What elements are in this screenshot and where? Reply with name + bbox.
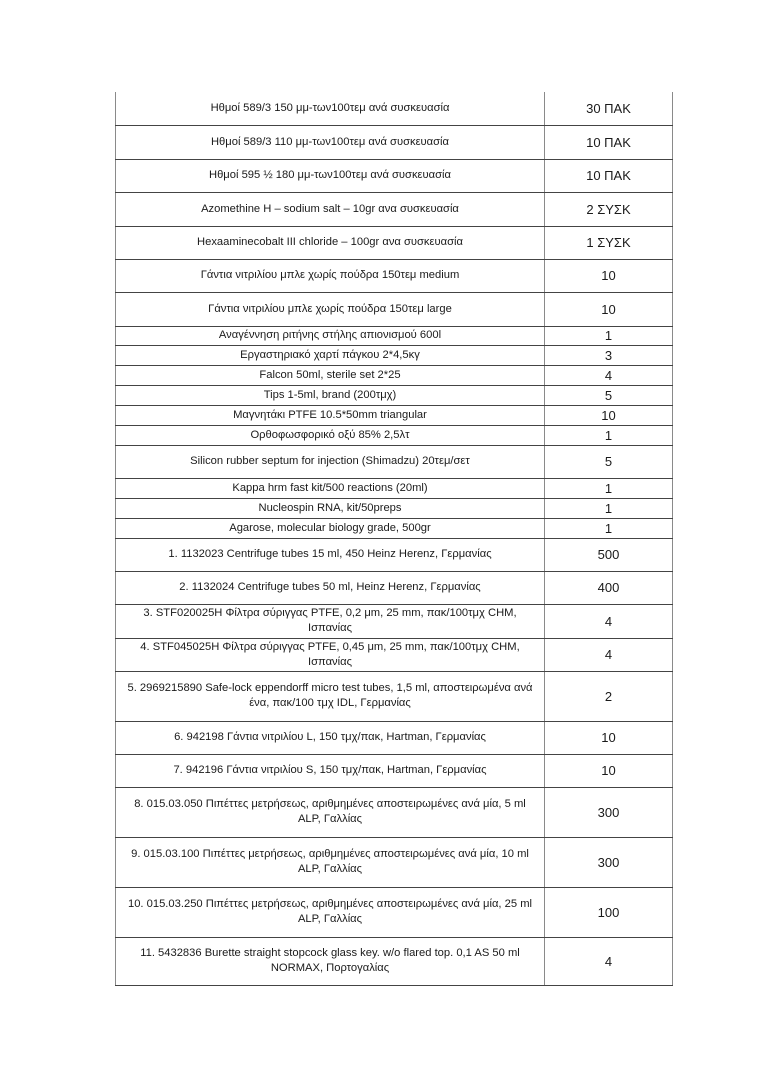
- item-quantity-cell: [545, 425, 673, 445]
- table-row: [116, 571, 673, 604]
- item-description-cell: [116, 754, 545, 787]
- item-description-cell: [116, 425, 545, 445]
- item-description-cell: [116, 192, 545, 226]
- item-quantity: 10: [601, 407, 616, 423]
- table-row: [116, 292, 673, 326]
- item-description: Ηθμοί 589/3 110 μμ-των100τεμ ανά συσκευασία: [210, 135, 450, 148]
- table-row: [116, 671, 673, 721]
- item-description: 11. 5432836 Burette straight stopcock glass key. w/o flared top. 0,1 AS 50 ml NORMAX, Πορτογαλίας: [140, 947, 520, 974]
- table-row: [116, 192, 673, 226]
- item-description-cell: [116, 159, 545, 192]
- table-row: [116, 365, 673, 385]
- item-quantity: 10: [601, 763, 616, 778]
- item-quantity-cell: [545, 604, 673, 638]
- item-quantity-cell: [545, 638, 673, 671]
- item-quantity-cell: [545, 445, 673, 478]
- item-description-cell: [116, 478, 545, 498]
- items-table-body: [116, 92, 673, 985]
- item-quantity: 4: [604, 613, 613, 629]
- item-quantity: 5: [604, 387, 613, 403]
- item-quantity-cell: [545, 571, 673, 604]
- item-description: Μαγνητάκι PTFE 10.5*50mm triangular: [233, 408, 427, 421]
- table-row: [116, 787, 673, 837]
- item-quantity: 400: [597, 580, 620, 595]
- table-row: [116, 638, 673, 671]
- item-quantity: 300: [597, 854, 620, 870]
- item-quantity-cell: [545, 405, 673, 425]
- item-description: Εργαστηριακό χαρτί πάγκου 2*4,5κγ: [240, 348, 420, 361]
- item-description-cell: [116, 326, 545, 345]
- item-description: Nucleospin RNA, kit/50preps: [258, 501, 402, 514]
- item-quantity: 3: [604, 347, 613, 363]
- item-quantity-cell: [545, 385, 673, 405]
- item-description: 10. 015.03.250 Πιπέττες μετρήσεως, αριθμημένες αποστειρωμένες ανά μία, 25 ml ALP, Γαλλίας: [127, 898, 533, 925]
- table-row: [116, 837, 673, 887]
- item-description-cell: [116, 125, 545, 159]
- item-description-cell: [116, 571, 545, 604]
- item-quantity-cell: [545, 226, 673, 259]
- item-quantity: 1: [604, 480, 613, 496]
- table-row: [116, 538, 673, 571]
- item-description: Falcon 50ml, sterile set 2*25: [259, 368, 401, 381]
- item-quantity: 10: [601, 301, 616, 317]
- item-description: 9. 015.03.100 Πιπέττες μετρήσεως, αριθμημένες αποστειρωμένες ανά μία, 10 ml ALP, Γαλλίας: [131, 848, 529, 875]
- table-row: [116, 721, 673, 754]
- item-quantity: 1: [604, 427, 613, 443]
- item-description: Γάντια νιτριλίου μπλε χωρίς πούδρα 150τεμ medium: [200, 269, 460, 281]
- item-quantity: 4: [604, 647, 613, 662]
- item-quantity-cell: [545, 192, 673, 226]
- table-row: [116, 425, 673, 445]
- item-description-cell: [116, 887, 545, 937]
- item-quantity-cell: [545, 345, 673, 365]
- table-row: [116, 259, 673, 292]
- item-description: Agarose, molecular biology grade, 500gr: [229, 521, 431, 534]
- item-description: 5. 2969215890 Safe-lock eppendorff micro test tubes, 1,5 ml, αποστειρωμένα ανά ένα, πακ/100 τμχ IDL, Γερμανίας: [127, 682, 533, 709]
- table-row: [116, 478, 673, 498]
- item-quantity: 1: [604, 328, 613, 343]
- item-description: Γάντια νιτριλίου μπλε χωρίς πούδρα 150τεμ large: [208, 302, 452, 315]
- item-description-cell: [116, 787, 545, 837]
- item-quantity: 30 ΠΑΚ: [586, 100, 631, 116]
- item-quantity-cell: [545, 365, 673, 385]
- table-row: [116, 345, 673, 365]
- item-description: 1. 1132023 Centrifuge tubes 15 ml, 450 Heinz Herenz, Γερμανίας: [168, 548, 492, 560]
- item-description-cell: [116, 405, 545, 425]
- item-quantity: 1 ΣΥΣΚ: [586, 235, 631, 250]
- item-quantity: 4: [604, 953, 613, 969]
- item-description-cell: [116, 538, 545, 571]
- item-quantity: 500: [597, 547, 620, 562]
- item-quantity-cell: [545, 538, 673, 571]
- item-quantity-cell: [545, 837, 673, 887]
- table-row: [116, 92, 673, 125]
- item-description-cell: [116, 937, 545, 985]
- table-row: [116, 326, 673, 345]
- table-row: [116, 226, 673, 259]
- item-quantity-cell: [545, 478, 673, 498]
- item-quantity: 10: [601, 730, 616, 745]
- item-quantity-cell: [545, 671, 673, 721]
- item-quantity: 2 ΣΥΣΚ: [586, 201, 631, 217]
- item-description: 6. 942198 Γάντια νιτριλίου L, 150 τμχ/πακ, Hartman, Γερμανίας: [174, 731, 486, 743]
- item-description: Kappa hrm fast kit/500 reactions (20ml): [232, 481, 428, 494]
- item-description-cell: [116, 721, 545, 754]
- item-quantity: 2: [604, 688, 613, 704]
- item-description: Silicon rubber septum for injection (Shimadzu) 20τεμ/σετ: [190, 455, 470, 467]
- item-description-cell: [116, 226, 545, 259]
- item-quantity: 10 ΠΑΚ: [586, 134, 631, 150]
- item-quantity-cell: [545, 159, 673, 192]
- table-row: [116, 125, 673, 159]
- item-description: 3. STF020025H Φίλτρα σύριγγας PTFE, 0,2 μm, 25 mm, πακ/100τμχ CHM, Ισπανίας: [143, 607, 517, 634]
- item-description-cell: [116, 365, 545, 385]
- table-row: [116, 604, 673, 638]
- table-row: [116, 937, 673, 985]
- item-description: Ορθοφωσφορικό οξύ 85% 2,5λτ: [250, 428, 410, 441]
- item-description-cell: [116, 837, 545, 887]
- item-quantity-cell: [545, 754, 673, 787]
- item-description-cell: [116, 604, 545, 638]
- item-quantity: 100: [597, 904, 620, 920]
- item-quantity: 1: [604, 520, 613, 536]
- item-description: Αναγέννηση ριτήνης στήλης απιονισμού 600l: [218, 329, 442, 341]
- table-row: [116, 498, 673, 518]
- item-description: 2. 1132024 Centrifuge tubes 50 ml, Heinz Herenz, Γερμανίας: [179, 581, 481, 593]
- item-quantity: 10 ΠΑΚ: [586, 168, 631, 183]
- items-table: [115, 92, 673, 986]
- item-description-cell: [116, 671, 545, 721]
- item-description: 7. 942196 Γάντια νιτριλίου S, 150 τμχ/πακ, Hartman, Γερμανίας: [173, 764, 487, 776]
- item-description: 4. STF045025H Φίλτρα σύριγγας PTFE, 0,45 μm, 25 mm, πακ/100τμχ CHM, Ισπανίας: [140, 640, 520, 668]
- item-quantity: 10: [601, 268, 616, 283]
- item-quantity: 1: [604, 500, 613, 516]
- item-quantity-cell: [545, 787, 673, 837]
- item-description-cell: [116, 638, 545, 671]
- item-quantity: 5: [604, 454, 613, 469]
- table-row: [116, 159, 673, 192]
- table-row: [116, 445, 673, 478]
- item-quantity-cell: [545, 937, 673, 985]
- item-quantity-cell: [545, 259, 673, 292]
- item-quantity-cell: [545, 498, 673, 518]
- item-quantity-cell: [545, 518, 673, 538]
- item-description: Hexaaminecobalt III chloride – 100gr ανα συσκευασία: [197, 236, 463, 248]
- item-description: Ηθμοί 589/3 150 μμ-των100τεμ ανά συσκευασία: [210, 101, 450, 114]
- item-quantity-cell: [545, 887, 673, 937]
- item-description-cell: [116, 92, 545, 125]
- item-quantity-cell: [545, 125, 673, 159]
- item-quantity-cell: [545, 326, 673, 345]
- item-description-cell: [116, 259, 545, 292]
- table-row: [116, 754, 673, 787]
- item-description: Azomethine H – sodium salt – 10gr ανα συσκευασία: [201, 202, 459, 215]
- item-quantity-cell: [545, 292, 673, 326]
- item-quantity-cell: [545, 92, 673, 125]
- item-description: Tips 1-5ml, brand (200τμχ): [263, 388, 397, 401]
- item-description-cell: [116, 345, 545, 365]
- item-description-cell: [116, 518, 545, 538]
- item-quantity-cell: [545, 721, 673, 754]
- item-description-cell: [116, 445, 545, 478]
- item-description-cell: [116, 385, 545, 405]
- table-row: [116, 518, 673, 538]
- table-row: [116, 385, 673, 405]
- item-description-cell: [116, 498, 545, 518]
- item-description: Ηθμοί 595 ½ 180 μμ-των100τεμ ανά συσκευασία: [209, 169, 451, 181]
- table-row: [116, 887, 673, 937]
- item-quantity: 4: [604, 367, 613, 383]
- item-description: 8. 015.03.050 Πιπέττες μετρήσεως, αριθμημένες αποστειρωμένες ανά μία, 5 ml ALP, Γαλλίας: [134, 798, 526, 825]
- table-row: [116, 405, 673, 425]
- item-description-cell: [116, 292, 545, 326]
- item-quantity: 300: [597, 804, 620, 820]
